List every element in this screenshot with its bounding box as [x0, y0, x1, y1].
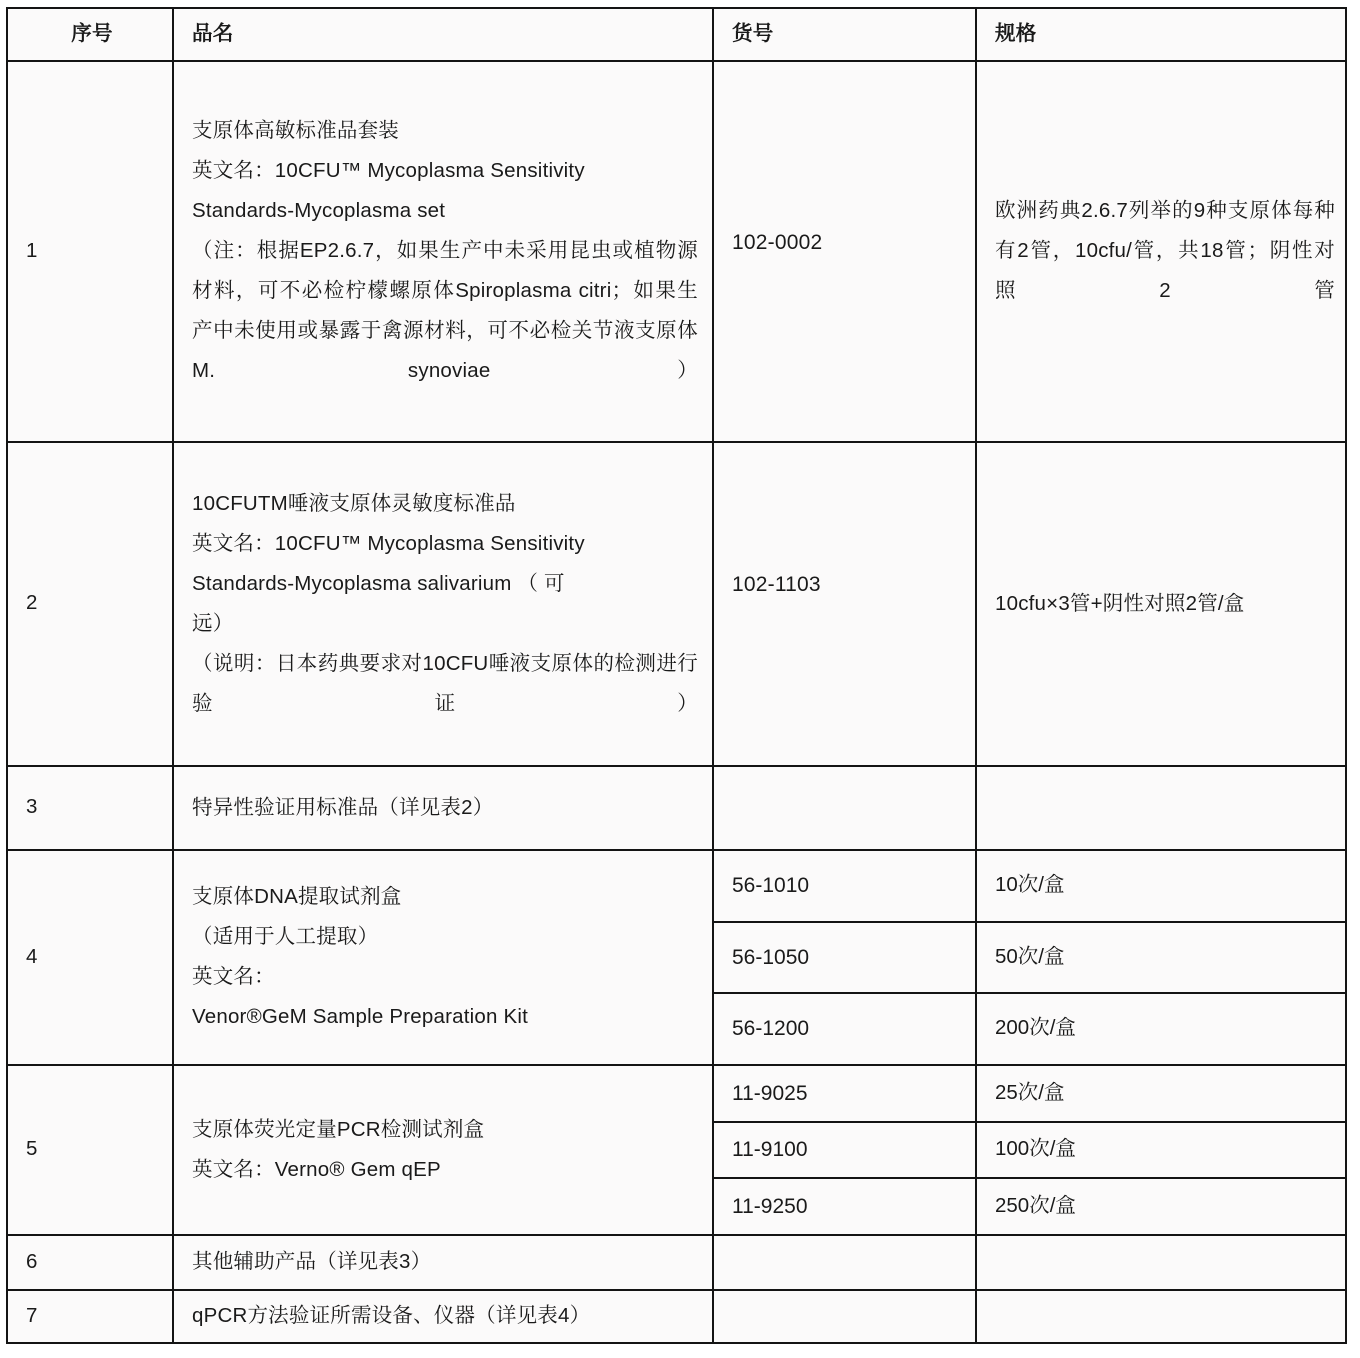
- column-header-name: [173, 8, 713, 61]
- product-name-line: 10CFUTM唾液支原体灵敏度标准品: [192, 491, 516, 515]
- column-header-spec: [976, 8, 1346, 61]
- product-name-line: 支原体高敏标准品套装: [192, 119, 399, 143]
- product-name-line: 支原体荧光定量PCR检测试剂盒: [192, 1117, 485, 1141]
- spec-subrow: [977, 1122, 1345, 1178]
- spec-subrow: [977, 1066, 1345, 1122]
- row-sku-value: [714, 1253, 975, 1271]
- sku-subrow-cell: [714, 993, 975, 1064]
- row-name-cell: [173, 1290, 713, 1343]
- row-sku-value: 102-0002: [732, 231, 823, 255]
- column-header-spec-label: 规格: [995, 22, 1037, 45]
- row-sku-value: 102-1103: [732, 572, 821, 596]
- row-sku-cell: [713, 1235, 976, 1290]
- spec-subrow: [977, 993, 1345, 1064]
- row-index-cell: [7, 61, 173, 442]
- row-spec-cell: [976, 442, 1346, 766]
- product-name-block: [174, 475, 712, 733]
- row-sku-cell: [713, 1065, 976, 1235]
- row-sku-value: 11-9100: [732, 1138, 808, 1162]
- row-index-cell: [7, 1290, 173, 1343]
- row-index-value: 5: [26, 1137, 38, 1161]
- row-sku-cell: [713, 1290, 976, 1343]
- row-name-cell: [173, 1235, 713, 1290]
- sku-subrow: [714, 851, 975, 922]
- spec-subrow-cell: [977, 1066, 1345, 1122]
- sku-subrow: [714, 1122, 975, 1178]
- product-name-note: （说明：日本药典要求对10CFU唾液支原体的检测进行验证）: [192, 651, 698, 715]
- spec-subtable: [977, 851, 1345, 1064]
- table-header-row: [7, 8, 1346, 61]
- row-name-cell: [173, 850, 713, 1065]
- product-name-line: 英文名：: [192, 965, 275, 989]
- sku-subrow-cell: [714, 1122, 975, 1178]
- row-name-cell: [173, 442, 713, 766]
- row-spec-cell: [976, 1290, 1346, 1343]
- table-row: [7, 442, 1346, 766]
- product-name-line: 英文名：10CFU™ Mycoplasma Sensitivity: [192, 531, 585, 555]
- product-name-line: Standards-Mycoplasma set: [192, 199, 446, 223]
- product-name-line: Standards-Mycoplasma salivarium （ 可: [192, 571, 565, 595]
- row-spec-value: 50次/盒: [995, 944, 1065, 968]
- row-index-value: 2: [26, 591, 38, 615]
- product-name-block: [174, 1101, 712, 1199]
- sku-subrow: [714, 922, 975, 993]
- product-name-block: [174, 102, 712, 400]
- product-name-line: 特异性验证用标准品（详见表2）: [192, 795, 494, 819]
- row-spec-value: 200次/盒: [995, 1016, 1076, 1040]
- table-row: [7, 850, 1346, 1065]
- row-spec-cell: [976, 850, 1346, 1065]
- row-spec-value: 25次/盒: [995, 1080, 1065, 1104]
- row-sku-value: [714, 1307, 975, 1325]
- row-spec-value: 10次/盒: [995, 873, 1065, 897]
- row-spec-value: [977, 1307, 1345, 1325]
- row-spec-cell: [976, 1235, 1346, 1290]
- sku-subrow: [714, 1066, 975, 1122]
- row-index-cell: [7, 1235, 173, 1290]
- sku-subrow-cell: [714, 851, 975, 922]
- row-index-value: 1: [26, 238, 38, 262]
- product-name-line: 支原体DNA提取试剂盒: [192, 885, 402, 909]
- table-row: [7, 61, 1346, 442]
- sku-subtable: [714, 1066, 975, 1234]
- row-spec-cell: [976, 766, 1346, 850]
- row-sku-value: 56-1050: [732, 945, 810, 969]
- spec-subrow-cell: [977, 922, 1345, 993]
- table-row: [7, 1065, 1346, 1235]
- spec-subrow: [977, 851, 1345, 922]
- row-spec-value: [977, 799, 1345, 817]
- product-name-line: 英文名：Verno® Gem qEP: [192, 1157, 441, 1181]
- spec-subrow-cell: [977, 851, 1345, 922]
- row-index-value: 3: [26, 795, 38, 819]
- row-index-cell: [7, 442, 173, 766]
- sku-subrow: [714, 993, 975, 1064]
- column-header-name-label: 品名: [192, 22, 234, 45]
- row-spec-cell: [976, 1065, 1346, 1235]
- sku-subrow-cell: [714, 922, 975, 993]
- sku-subrow: [714, 1178, 975, 1234]
- table-row: [7, 1235, 1346, 1290]
- row-sku-value: 11-9250: [732, 1194, 808, 1218]
- row-index-cell: [7, 766, 173, 850]
- product-name-line: 英文名：10CFU™ Mycoplasma Sensitivity: [192, 159, 585, 183]
- row-name-cell: [173, 61, 713, 442]
- row-sku-cell: [713, 850, 976, 1065]
- row-index-value: 7: [26, 1303, 38, 1327]
- row-sku-value: 56-1200: [732, 1017, 810, 1041]
- spec-subrow-cell: [977, 1122, 1345, 1178]
- product-name-line: （适用于人工提取）: [192, 925, 379, 949]
- row-name-cell: [173, 766, 713, 850]
- spec-subrow-cell: [977, 993, 1345, 1064]
- product-name-line: qPCR方法验证所需设备、仪器（详见表4）: [192, 1304, 591, 1328]
- product-name-line: 远）: [192, 611, 234, 635]
- sku-subrow-cell: [714, 1178, 975, 1234]
- row-spec-value: 10cfu×3管+阴性对照2管/盒: [995, 591, 1245, 615]
- row-index-cell: [7, 850, 173, 1065]
- row-sku-cell: [713, 61, 976, 442]
- product-spec-table: [6, 7, 1347, 1344]
- spec-subtable: [977, 1066, 1345, 1234]
- row-sku-value: [714, 799, 975, 817]
- product-name-line: Venor®GeM Sample Preparation Kit: [192, 1005, 529, 1029]
- table-row: [7, 1290, 1346, 1343]
- row-spec-value: 欧洲药典2.6.7列举的9种支原体每种有2管，10cfu/管，共18管；阴性对照2管: [995, 199, 1335, 303]
- row-sku-cell: [713, 766, 976, 850]
- spec-subrow: [977, 1178, 1345, 1234]
- spec-subrow: [977, 922, 1345, 993]
- table-row: [7, 766, 1346, 850]
- sku-subtable: [714, 851, 975, 1064]
- row-index-value: 4: [26, 944, 38, 968]
- column-header-sku-label: 货号: [732, 22, 774, 45]
- column-header-index-label: 序号: [71, 22, 113, 45]
- row-index-cell: [7, 1065, 173, 1235]
- row-name-cell: [173, 1065, 713, 1235]
- product-name-line: 其他辅助产品（详见表3）: [192, 1250, 432, 1274]
- row-sku-cell: [713, 442, 976, 766]
- row-sku-value: 56-1010: [732, 874, 810, 898]
- column-header-sku: [713, 8, 976, 61]
- row-spec-value: [977, 1253, 1345, 1271]
- column-header-index: [7, 8, 173, 61]
- row-index-value: 6: [26, 1249, 38, 1273]
- row-spec-value: 100次/盒: [995, 1137, 1076, 1161]
- row-spec-value: 250次/盒: [995, 1193, 1076, 1217]
- product-name-note: （注：根据EP2.6.7，如果生产中未采用昆虫或植物源材料，可不必检柠檬螺原体Spiroplasma citri；如果生产中未使用或暴露于禽源材料，可不必检关节液支原体M. synoviae）: [192, 239, 698, 383]
- sku-subrow-cell: [714, 1066, 975, 1122]
- product-name-block: [174, 868, 712, 1046]
- row-sku-value: 11-9025: [732, 1081, 808, 1105]
- row-spec-cell: [976, 61, 1346, 442]
- spec-subrow-cell: [977, 1178, 1345, 1234]
